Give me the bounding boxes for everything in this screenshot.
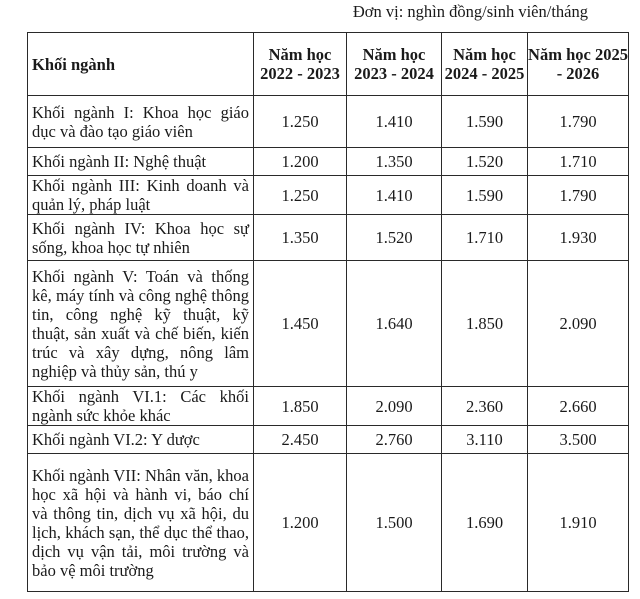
value-cell: 2.360 [442,387,528,426]
value-cell: 2.090 [347,387,442,426]
table-row [28,176,629,215]
unit-note: Đơn vị: nghìn đồng/sinh viên/tháng [352,2,588,21]
value-cell: 3.110 [442,426,528,454]
row-name: Khối ngành III: Kinh doanh và quản lý, pháp luật [28,176,254,215]
value-cell: 1.450 [254,261,347,387]
value-cell: 1.500 [347,454,442,592]
value-cell: 1.250 [254,96,347,148]
value-cell: 1.790 [528,176,629,215]
header-khoi-nganh: Khối ngành [28,33,254,96]
header-row [28,33,629,96]
value-cell: 1.640 [347,261,442,387]
value-cell: 2.090 [528,261,629,387]
value-cell: 1.590 [442,176,528,215]
value-cell: 3.500 [528,426,629,454]
value-cell: 1.250 [254,176,347,215]
row-name: Khối ngành VII: Nhân văn, khoa học xã hội và hành vi, báo chí và thông tin, dịch vụ xã hội, du lịch, khách sạn, thể dục thể thao, dịch vụ vận tải, môi trường và bảo vệ môi trường [28,454,254,592]
value-cell: 1.410 [347,176,442,215]
value-cell: 1.520 [442,148,528,176]
table-row [28,215,629,261]
header-2023-2024: Năm học 2023 - 2024 [347,33,442,96]
row-name: Khối ngành VI.2: Y dược [28,426,254,454]
table-row [28,261,629,387]
tuition-table [27,32,629,592]
value-cell: 1.790 [528,96,629,148]
value-cell: 1.710 [442,215,528,261]
value-cell: 1.930 [528,215,629,261]
value-cell: 1.710 [528,148,629,176]
value-cell: 2.450 [254,426,347,454]
value-cell: 1.850 [254,387,347,426]
value-cell: 1.520 [347,215,442,261]
value-cell: 1.690 [442,454,528,592]
table-row [28,454,629,592]
value-cell: 1.410 [347,96,442,148]
value-cell: 1.850 [442,261,528,387]
value-cell: 1.590 [442,96,528,148]
header-2024-2025: Năm học 2024 - 2025 [442,33,528,96]
table-row [28,96,629,148]
value-cell: 1.350 [347,148,442,176]
value-cell: 1.350 [254,215,347,261]
table-row [28,148,629,176]
header-2025-2026: Năm học 2025 - 2026 [528,33,629,96]
row-name: Khối ngành V: Toán và thống kê, máy tính và công nghệ thông tin, công nghệ kỹ thuật, kỹ thuật, sản xuất và chế biến, kiến trúc và xây dựng, nông lâm nghiệp và thủy sản, thú y [28,261,254,387]
value-cell: 2.760 [347,426,442,454]
table-row [28,426,629,454]
row-name: Khối ngành VI.1: Các khối ngành sức khỏe khác [28,387,254,426]
value-cell: 1.910 [528,454,629,592]
table-row [28,387,629,426]
value-cell: 1.200 [254,454,347,592]
row-name: Khối ngành II: Nghệ thuật [28,148,254,176]
header-2022-2023: Năm học 2022 - 2023 [254,33,347,96]
value-cell: 1.200 [254,148,347,176]
row-name: Khối ngành I: Khoa học giáo dục và đào tạo giáo viên [28,96,254,148]
row-name: Khối ngành IV: Khoa học sự sống, khoa học tự nhiên [28,215,254,261]
value-cell: 2.660 [528,387,629,426]
